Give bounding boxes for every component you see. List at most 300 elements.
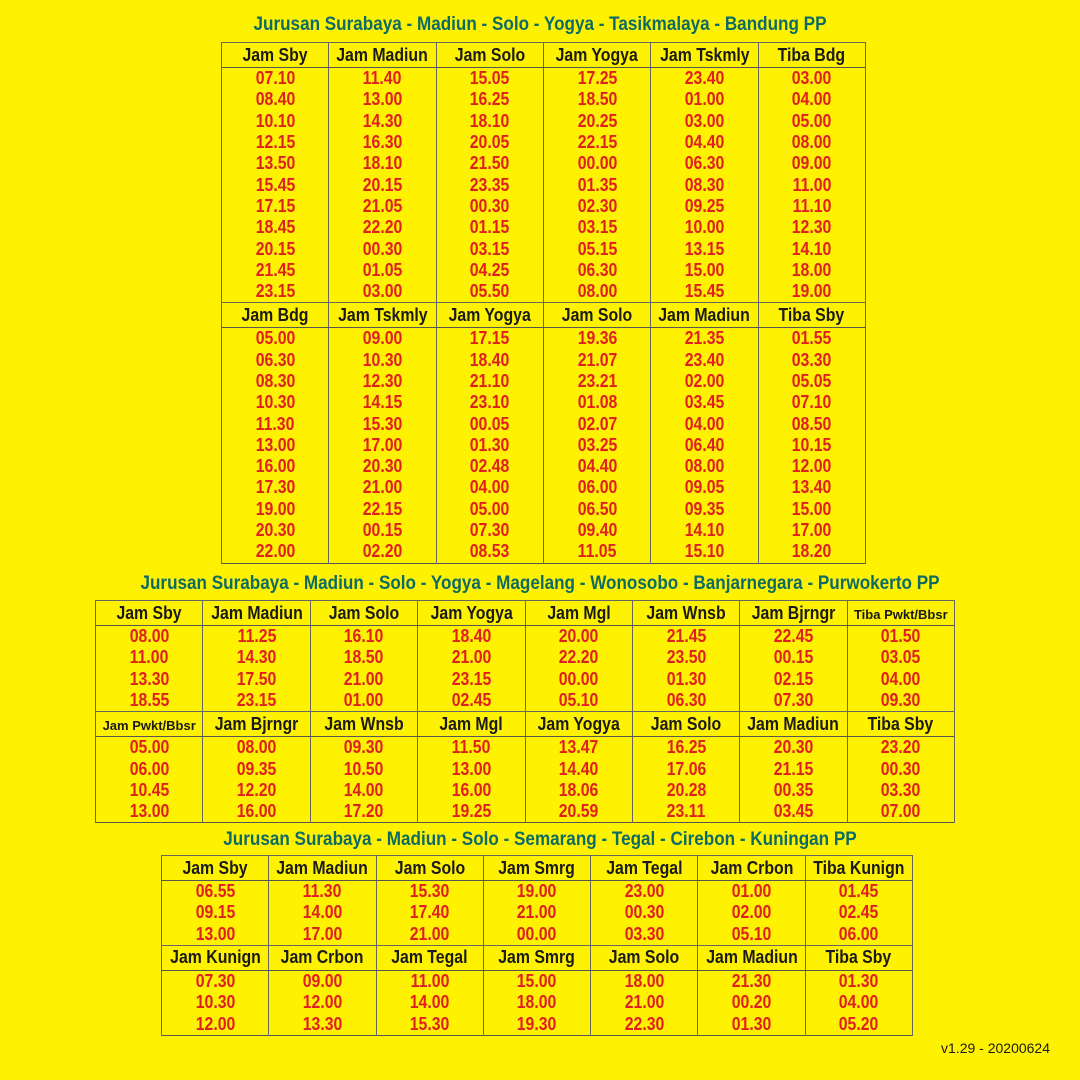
- time-value: 07.30: [195, 971, 235, 992]
- time-cell: [651, 238, 758, 259]
- column-header-label: Jam Sby: [242, 44, 308, 65]
- time-value: 17.00: [791, 520, 832, 541]
- column-header: [96, 712, 203, 737]
- time-cell: [591, 924, 698, 946]
- header-row: [96, 712, 955, 737]
- time-cell: [329, 174, 436, 195]
- table-row: [222, 520, 866, 541]
- time-cell: [847, 626, 954, 648]
- time-cell: [483, 924, 590, 946]
- time-cell: [162, 881, 269, 903]
- time-cell: [483, 881, 590, 903]
- time-cell: [436, 238, 543, 259]
- time-value: 22.45: [773, 626, 814, 647]
- time-value: 00.05: [469, 413, 510, 434]
- column-header: [525, 712, 632, 737]
- time-value: 18.20: [791, 541, 832, 562]
- time-cell: [543, 520, 650, 541]
- time-cell: [651, 350, 758, 371]
- time-value: 02.00: [684, 371, 725, 391]
- time-value: 08.50: [791, 413, 832, 434]
- time-cell: [651, 435, 758, 456]
- time-value: 08.30: [684, 174, 725, 195]
- column-header: [376, 856, 483, 881]
- column-header: [418, 601, 525, 626]
- time-value: 01.55: [791, 328, 832, 349]
- table-row: [96, 647, 955, 668]
- time-value: 04.00: [880, 668, 921, 689]
- time-value: 14.30: [362, 110, 403, 131]
- time-cell: [418, 669, 525, 690]
- time-value: 21.45: [666, 626, 706, 647]
- time-cell: [651, 392, 758, 413]
- column-header: [222, 303, 329, 328]
- time-cell: [203, 647, 310, 668]
- column-header: [847, 712, 954, 737]
- time-cell: [758, 371, 865, 392]
- time-value: 01.30: [839, 971, 879, 992]
- time-value: 10.15: [791, 434, 832, 455]
- time-cell: [222, 371, 329, 392]
- header-row: [222, 43, 866, 68]
- time-value: 00.35: [773, 779, 814, 800]
- time-value: 08.53: [469, 541, 510, 562]
- time-value: 17.40: [409, 902, 450, 923]
- time-value: 10.10: [255, 110, 295, 131]
- time-cell: [222, 350, 329, 371]
- time-cell: [96, 690, 203, 712]
- table-row: [222, 456, 866, 477]
- column-header-label: Jam Wnsb: [324, 713, 404, 734]
- time-cell: [758, 174, 865, 195]
- time-cell: [436, 328, 543, 350]
- table-row: [222, 153, 866, 174]
- time-value: 12.20: [236, 779, 277, 800]
- column-header-label: Jam Yogya: [556, 44, 639, 65]
- schedule-table-purwokerto: [95, 600, 955, 823]
- time-value: 17.15: [469, 328, 510, 349]
- table-row: [162, 1013, 913, 1035]
- column-header: [329, 303, 436, 328]
- column-header-label: Jam Solo: [609, 947, 680, 968]
- time-value: 04.00: [839, 992, 879, 1013]
- column-header: [543, 303, 650, 328]
- time-cell: [329, 392, 436, 413]
- time-value: 09.05: [684, 477, 725, 498]
- column-header-label: Jam Bdg: [241, 304, 309, 325]
- time-cell: [758, 499, 865, 520]
- time-value: 21.30: [731, 971, 772, 992]
- time-cell: [376, 1013, 483, 1035]
- time-cell: [483, 902, 590, 923]
- time-value: 18.55: [129, 690, 170, 711]
- time-value: 03.30: [880, 779, 921, 800]
- time-cell: [651, 89, 758, 110]
- time-cell: [525, 801, 632, 823]
- time-value: 10.50: [344, 758, 384, 779]
- time-cell: [847, 758, 954, 779]
- time-cell: [376, 881, 483, 903]
- time-cell: [847, 647, 954, 668]
- time-value: 00.30: [624, 902, 665, 923]
- time-value: 18.10: [362, 153, 403, 174]
- time-value: 11.25: [237, 626, 276, 647]
- time-value: 11.50: [451, 737, 491, 758]
- time-value: 17.20: [344, 801, 384, 822]
- time-cell: [543, 238, 650, 259]
- time-cell: [651, 217, 758, 238]
- table-row: [222, 350, 866, 371]
- time-cell: [436, 132, 543, 153]
- time-value: 09.35: [236, 758, 277, 779]
- time-cell: [436, 217, 543, 238]
- column-header-label: Jam Smrg: [498, 947, 576, 968]
- time-cell: [203, 669, 310, 690]
- time-cell: [269, 1013, 376, 1035]
- time-value: 20.00: [558, 626, 599, 647]
- time-value: 00.20: [731, 992, 772, 1013]
- column-header-label: Jam Bjrngr: [214, 713, 299, 734]
- column-header-label: Jam Madiun: [747, 713, 840, 734]
- time-cell: [436, 456, 543, 477]
- time-cell: [329, 541, 436, 563]
- time-cell: [847, 737, 954, 759]
- time-value: 08.00: [684, 456, 725, 477]
- time-cell: [162, 992, 269, 1013]
- time-value: 23.35: [469, 174, 510, 195]
- time-cell: [740, 690, 847, 712]
- time-cell: [632, 647, 739, 668]
- time-value: 01.30: [666, 668, 706, 689]
- column-header-label: Jam Solo: [328, 602, 400, 623]
- time-cell: [310, 626, 417, 648]
- time-value: 21.00: [344, 668, 384, 689]
- time-value: 08.00: [791, 132, 832, 153]
- time-value: 08.00: [236, 737, 277, 758]
- time-value: 23.15: [255, 281, 295, 302]
- column-header-label: Tiba Sby: [778, 304, 845, 325]
- time-value: 14.40: [558, 758, 599, 779]
- time-value: 13.30: [129, 668, 170, 689]
- time-value: 03.00: [791, 68, 832, 89]
- column-header: [222, 43, 329, 68]
- time-value: 08.00: [577, 281, 617, 302]
- column-header-label: Jam Mgl: [439, 713, 504, 734]
- time-value: 08.00: [129, 626, 170, 647]
- time-value: 16.00: [236, 801, 277, 822]
- column-header: [805, 945, 912, 970]
- time-cell: [543, 217, 650, 238]
- time-cell: [162, 1013, 269, 1035]
- column-header: [329, 43, 436, 68]
- time-cell: [222, 520, 329, 541]
- time-value: 05.00: [469, 498, 510, 519]
- column-header: [96, 601, 203, 626]
- time-cell: [329, 132, 436, 153]
- column-header: [591, 856, 698, 881]
- column-header: [740, 712, 847, 737]
- time-cell: [436, 499, 543, 520]
- table-row: [222, 499, 866, 520]
- time-cell: [758, 281, 865, 303]
- time-cell: [483, 992, 590, 1013]
- time-cell: [329, 328, 436, 350]
- time-cell: [436, 281, 543, 303]
- time-cell: [698, 924, 805, 946]
- time-cell: [740, 758, 847, 779]
- time-value: 18.06: [558, 779, 599, 800]
- time-value: 23.50: [666, 647, 706, 668]
- time-value: 15.00: [791, 498, 832, 519]
- column-header-label: Jam Crbon: [281, 947, 364, 968]
- time-cell: [758, 541, 865, 563]
- time-cell: [310, 690, 417, 712]
- time-value: 06.40: [684, 434, 725, 455]
- time-value: 06.30: [666, 690, 706, 711]
- column-header: [632, 712, 739, 737]
- time-cell: [651, 281, 758, 303]
- time-value: 13.47: [558, 737, 599, 758]
- table-row: [96, 690, 955, 712]
- time-value: 21.45: [255, 259, 295, 280]
- time-value: 04.00: [791, 89, 832, 110]
- time-value: 04.40: [577, 456, 617, 477]
- time-cell: [269, 992, 376, 1013]
- table-row: [222, 477, 866, 498]
- column-header: [651, 43, 758, 68]
- column-header-label: Jam Smrg: [498, 857, 576, 878]
- time-cell: [543, 350, 650, 371]
- time-value: 05.00: [791, 110, 832, 131]
- column-header: [651, 303, 758, 328]
- table-row: [96, 669, 955, 690]
- time-value: 01.45: [839, 881, 879, 902]
- time-cell: [376, 902, 483, 923]
- time-value: 22.15: [577, 132, 617, 153]
- column-header-label: Jam Yogya: [430, 602, 513, 623]
- time-cell: [222, 68, 329, 90]
- time-value: 20.15: [362, 174, 403, 195]
- time-cell: [740, 626, 847, 648]
- time-value: 21.50: [469, 153, 510, 174]
- time-cell: [329, 435, 436, 456]
- table-row: [162, 970, 913, 992]
- column-header-label: Jam Yogya: [537, 713, 620, 734]
- time-value: 06.00: [839, 923, 879, 944]
- time-cell: [203, 690, 310, 712]
- time-cell: [418, 801, 525, 823]
- time-cell: [418, 626, 525, 648]
- time-value: 23.40: [684, 68, 725, 89]
- time-cell: [805, 902, 912, 923]
- time-cell: [222, 499, 329, 520]
- column-header-label: Jam Wnsb: [646, 602, 726, 623]
- time-cell: [269, 902, 376, 923]
- time-cell: [805, 881, 912, 903]
- table-row: [222, 111, 866, 132]
- time-value: 10.45: [129, 779, 170, 800]
- section-title-kuningan: Jurusan Surabaya - Madiun - Solo - Semarang - Tegal - Cirebon - Kuningan PP: [223, 829, 857, 850]
- time-value: 11.30: [303, 881, 342, 902]
- time-cell: [96, 758, 203, 779]
- time-cell: [222, 477, 329, 498]
- time-cell: [418, 780, 525, 801]
- time-value: 03.30: [624, 923, 665, 944]
- header-row: [162, 856, 913, 881]
- table-row: [222, 132, 866, 153]
- time-value: 09.40: [577, 520, 617, 541]
- time-value: 13.30: [302, 1013, 343, 1034]
- time-value: 15.00: [517, 971, 557, 992]
- column-header-label: Jam Bjrngr: [751, 602, 836, 623]
- time-cell: [329, 196, 436, 217]
- time-cell: [162, 970, 269, 992]
- time-cell: [162, 924, 269, 946]
- time-value: 20.05: [469, 132, 510, 153]
- time-value: 21.35: [684, 328, 725, 349]
- time-value: 06.55: [195, 881, 235, 902]
- time-cell: [651, 260, 758, 281]
- time-cell: [740, 801, 847, 823]
- time-cell: [329, 456, 436, 477]
- time-value: 14.00: [302, 902, 343, 923]
- time-value: 17.00: [362, 434, 403, 455]
- time-value: 06.50: [577, 498, 617, 519]
- time-value: 00.00: [577, 153, 617, 174]
- time-value: 13.00: [255, 434, 295, 455]
- time-cell: [758, 350, 865, 371]
- time-cell: [758, 456, 865, 477]
- time-cell: [740, 780, 847, 801]
- column-header-label: Jam Tskmly: [659, 44, 750, 65]
- time-cell: [632, 690, 739, 712]
- time-cell: [698, 881, 805, 903]
- version-label: v1.29 - 20200624: [941, 1040, 1050, 1056]
- time-cell: [758, 520, 865, 541]
- time-value: 13.00: [362, 89, 403, 110]
- column-header: [740, 601, 847, 626]
- time-value: 23.00: [624, 881, 665, 902]
- time-value: 15.30: [362, 413, 403, 434]
- time-cell: [222, 217, 329, 238]
- time-cell: [96, 626, 203, 648]
- time-cell: [698, 992, 805, 1013]
- time-cell: [525, 669, 632, 690]
- time-value: 16.25: [666, 737, 706, 758]
- time-value: 05.15: [577, 238, 617, 259]
- time-cell: [651, 174, 758, 195]
- time-cell: [847, 801, 954, 823]
- time-value: 04.40: [684, 132, 725, 153]
- time-cell: [651, 413, 758, 434]
- time-value: 13.40: [791, 477, 832, 498]
- time-value: 11.30: [255, 413, 295, 434]
- time-cell: [543, 132, 650, 153]
- time-value: 14.00: [344, 779, 384, 800]
- time-value: 05.20: [839, 1013, 879, 1034]
- time-value: 00.00: [558, 668, 599, 689]
- column-header-label: Jam Solo: [650, 713, 722, 734]
- time-value: 13.00: [129, 801, 170, 822]
- time-cell: [222, 281, 329, 303]
- time-value: 01.30: [469, 434, 510, 455]
- table-row: [162, 992, 913, 1013]
- time-cell: [222, 174, 329, 195]
- time-value: 23.15: [451, 668, 492, 689]
- time-value: 08.30: [255, 371, 295, 391]
- time-cell: [436, 260, 543, 281]
- time-value: 06.00: [577, 477, 617, 498]
- time-value: 19.25: [451, 801, 492, 822]
- time-cell: [310, 758, 417, 779]
- time-value: 14.15: [362, 392, 403, 413]
- column-header: [162, 856, 269, 881]
- time-cell: [632, 669, 739, 690]
- time-cell: [591, 902, 698, 923]
- time-cell: [203, 758, 310, 779]
- time-value: 04.00: [684, 413, 725, 434]
- time-cell: [436, 153, 543, 174]
- time-cell: [543, 196, 650, 217]
- time-value: 03.00: [684, 110, 725, 131]
- time-value: 14.10: [791, 238, 832, 259]
- time-value: 19.30: [517, 1013, 557, 1034]
- time-value: 07.10: [255, 68, 295, 89]
- time-cell: [222, 541, 329, 563]
- time-cell: [329, 281, 436, 303]
- time-cell: [436, 350, 543, 371]
- time-value: 21.00: [409, 923, 450, 944]
- time-value: 17.15: [255, 195, 295, 216]
- column-header-label: Jam Solo: [454, 44, 526, 65]
- time-cell: [329, 217, 436, 238]
- time-cell: [651, 68, 758, 90]
- time-cell: [418, 647, 525, 668]
- time-cell: [329, 520, 436, 541]
- time-value: 15.30: [409, 881, 450, 902]
- time-cell: [740, 647, 847, 668]
- column-header: [376, 945, 483, 970]
- time-value: 20.30: [773, 737, 814, 758]
- time-cell: [329, 68, 436, 90]
- time-value: 01.50: [880, 626, 921, 647]
- time-value: 03.45: [773, 801, 814, 822]
- time-value: 18.40: [451, 626, 492, 647]
- time-cell: [310, 801, 417, 823]
- time-value: 17.50: [236, 668, 277, 689]
- time-value: 16.00: [451, 779, 492, 800]
- time-value: 20.30: [362, 456, 403, 477]
- time-cell: [222, 435, 329, 456]
- time-cell: [591, 970, 698, 992]
- time-cell: [758, 111, 865, 132]
- time-cell: [758, 132, 865, 153]
- time-value: 15.45: [255, 174, 295, 195]
- time-value: 03.30: [791, 349, 832, 370]
- time-value: 13.50: [255, 153, 295, 174]
- time-value: 18.45: [255, 217, 295, 238]
- time-cell: [222, 328, 329, 350]
- time-value: 12.15: [255, 132, 295, 153]
- time-value: 15.05: [469, 68, 510, 89]
- column-header-label: Jam Solo: [394, 857, 465, 878]
- time-value: 18.10: [469, 110, 510, 131]
- time-value: 02.15: [773, 668, 814, 689]
- time-value: 01.35: [577, 174, 617, 195]
- time-cell: [805, 970, 912, 992]
- time-value: 20.28: [666, 779, 706, 800]
- column-header-label: Tiba Sby: [867, 713, 934, 734]
